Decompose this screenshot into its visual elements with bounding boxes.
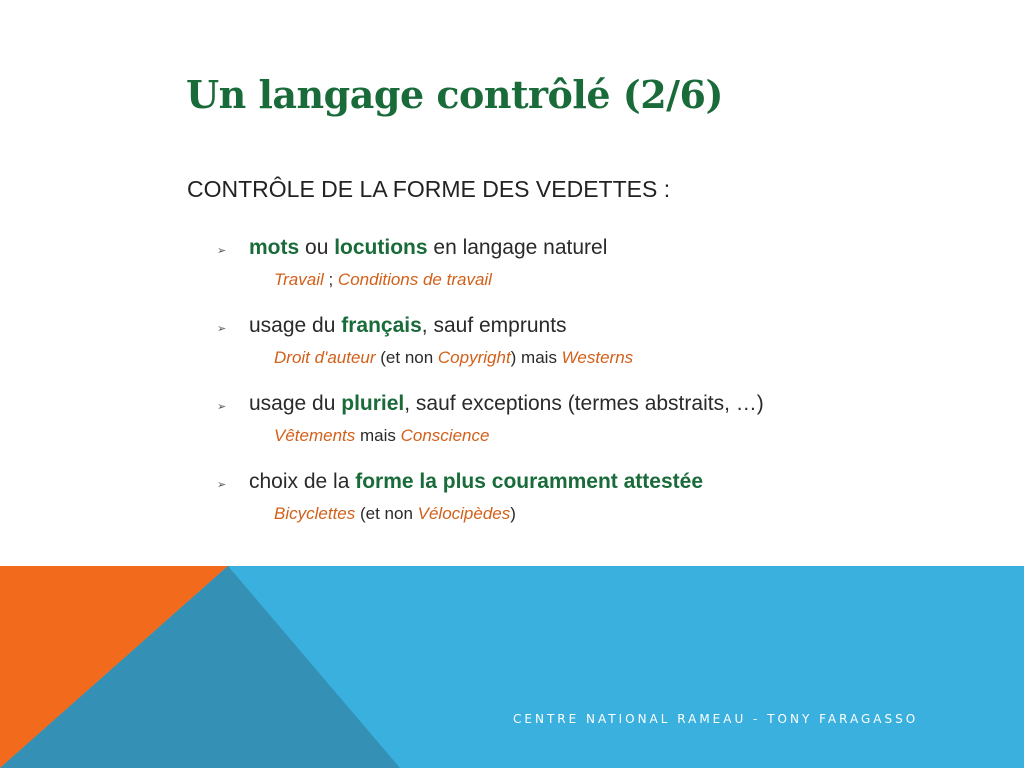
bullet-arrow-icon: ➢	[217, 323, 227, 335]
keyword: locutions	[334, 236, 428, 259]
example: Conditions de travail	[337, 270, 492, 289]
example-line	[274, 426, 489, 446]
example-line	[274, 270, 492, 290]
bullet-text	[249, 236, 607, 260]
bullet-arrow-icon: ➢	[217, 479, 227, 491]
example: Copyright	[437, 348, 511, 367]
example: Vélocipèdes	[417, 504, 511, 523]
section-heading: CONTRÔLE DE LA FORME DES VEDETTES :	[187, 176, 671, 202]
text: , sauf exceptions (termes abstraits, …)	[404, 392, 764, 415]
text: choix de la	[249, 470, 356, 493]
text: )	[510, 504, 516, 523]
keyword: mots	[249, 236, 300, 259]
footer-text: CENTRE NATIONAL RAMEAU - TONY FARAGASSO	[513, 712, 919, 726]
keyword: pluriel	[341, 392, 405, 415]
bullet-text	[249, 314, 567, 338]
bullet-arrow-icon: ➢	[217, 245, 227, 257]
example: Conscience	[400, 426, 490, 445]
example: Travail	[274, 270, 324, 289]
bullet-arrow-icon: ➢	[217, 401, 227, 413]
text: usage du	[249, 314, 342, 337]
example: Vêtements	[274, 426, 356, 445]
example: Droit d'auteur	[274, 348, 376, 367]
example: Westerns	[561, 348, 634, 367]
example-line	[274, 348, 633, 368]
text: en langage naturel	[427, 236, 608, 259]
text: (et non	[375, 348, 438, 367]
example-line	[274, 504, 516, 524]
text: , sauf emprunts	[421, 314, 567, 337]
text: ) mais	[510, 348, 562, 367]
text: ;	[323, 270, 338, 289]
slide-title: Un langage contrôlé (2/6)	[186, 72, 723, 117]
text: (et non	[355, 504, 418, 523]
keyword: forme la plus couramment attestée	[355, 470, 704, 493]
keyword: français	[341, 314, 422, 337]
footer-decoration	[0, 566, 1024, 768]
text: mais	[355, 426, 401, 445]
text: ou	[299, 236, 335, 259]
bullet-text	[249, 470, 703, 494]
text: usage du	[249, 392, 342, 415]
example: Bicyclettes	[274, 504, 356, 523]
bullet-text	[249, 392, 764, 416]
